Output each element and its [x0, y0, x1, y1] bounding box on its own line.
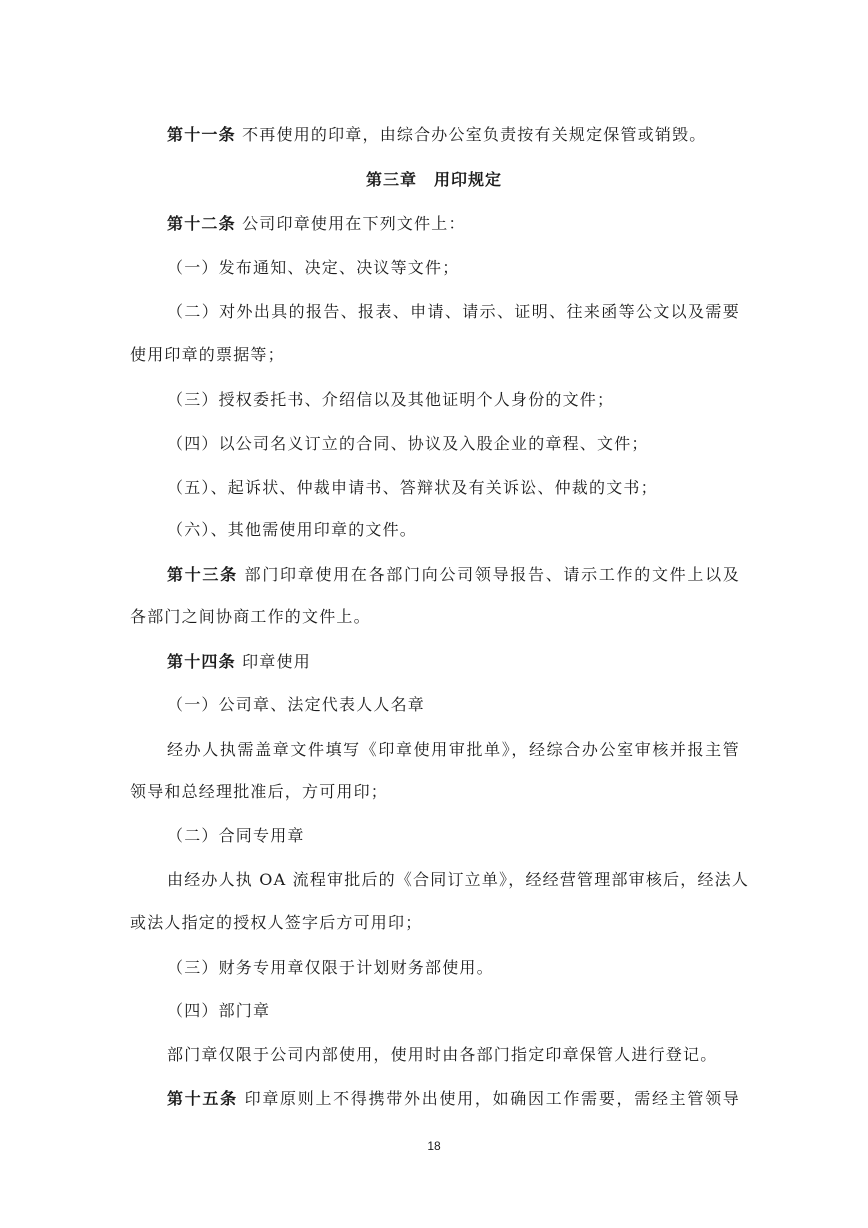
article-text: 公司印章使用在下列文件上：	[235, 214, 466, 233]
article-text: 不再使用的印章，由综合办公室负责按有关规定保管或销毁。	[235, 125, 707, 144]
list-item: 部门章仅限于公司内部使用，使用时由各部门指定印章保管人进行登记。	[167, 1045, 718, 1064]
chapter-heading: 第三章 用印规定	[365, 170, 502, 189]
list-item: （三）授权委托书、介绍信以及其他证明个人身份的文件；	[167, 390, 615, 409]
article-text: 部门印章使用在各部门向公司领导报告、请示工作的文件上以及	[237, 565, 740, 584]
article-15	[167, 1088, 740, 1110]
list-item: （四）以公司名义订立的合同、协议及入股企业的章程、文件；	[167, 434, 649, 453]
list-item: （六）、其他需使用印章的文件。	[167, 520, 418, 539]
list-item: （二）对外出具的报告、报表、申请、请示、证明、往来函等公文以及需要	[167, 302, 740, 321]
list-item: （五）、起诉状、仲裁申请书、答辩状及有关诉讼、仲裁的文书；	[167, 478, 658, 497]
list-item: （二）合同专用章	[167, 826, 305, 845]
list-item: （一）发布通知、决定、决议等文件；	[167, 258, 460, 277]
list-item: 经办人执需盖章文件填写《印章使用审批单》，经综合办公室审核并报主管	[167, 740, 740, 759]
page-number: 18	[427, 1139, 441, 1153]
list-item-continuation: 使用印章的票据等；	[130, 345, 285, 364]
article-label: 第十四条	[167, 652, 236, 671]
article-14	[167, 651, 740, 673]
list-item: 由经办人执 OA 流程审批后的《合同订立单》，经经营管理部审核后，经法人	[167, 870, 750, 889]
article-text: 印章使用	[235, 652, 311, 671]
list-item-continuation: 或法人指定的授权人签字后方可用印；	[130, 913, 423, 932]
article-13-continuation: 各部门之间协商工作的文件上。	[130, 607, 371, 626]
article-12	[167, 213, 740, 235]
article-11	[167, 124, 740, 146]
article-label: 第十三条	[167, 565, 238, 584]
list-item: （一）公司章、法定代表人人名章	[167, 695, 426, 714]
article-label: 第十二条	[167, 214, 236, 233]
list-item: （三）财务专用章仅限于计划财务部使用。	[167, 958, 494, 977]
article-text: 印章原则上不得携带外出使用，如确因工作需要，需经主管领导	[237, 1089, 740, 1108]
article-13	[167, 564, 740, 586]
list-item: （四）部门章	[167, 1001, 271, 1020]
article-label: 第十一条	[167, 125, 236, 144]
list-item-continuation: 领导和总经理批准后，方可用印；	[130, 782, 389, 801]
article-label: 第十五条	[167, 1089, 238, 1108]
